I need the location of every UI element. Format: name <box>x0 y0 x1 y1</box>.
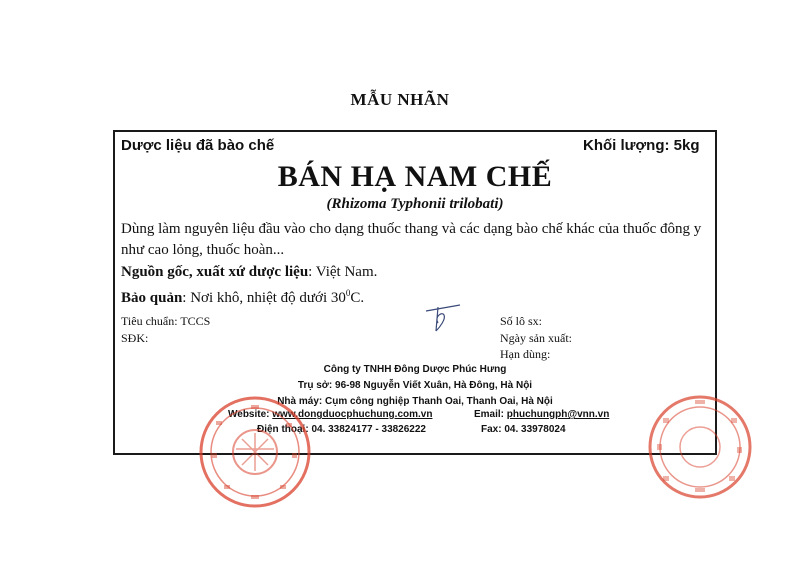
origin-value: : Việt Nam. <box>308 264 378 280</box>
company-headquarters: Trụ sở: 96-98 Nguyễn Viết Xuân, Hà Đông, Hà Nội <box>297 380 533 391</box>
email-line <box>474 409 609 420</box>
document-title: MẪU NHÃN <box>350 90 450 109</box>
expiry-date: Hạn dùng: <box>500 347 551 361</box>
net-weight: Khối lượng: 5kg <box>583 137 700 154</box>
right-seal-icon <box>645 392 755 502</box>
manufacture-date: Ngày sản xuất: <box>500 331 572 345</box>
registration-number: SĐK: <box>121 331 149 345</box>
usage-text: Dùng làm nguyên liệu đầu vào cho dạng thuốc thang và các dạng bào chế khác của thuốc đông y như cao lỏng, thuốc hoàn... <box>121 221 702 258</box>
standard: Tiêu chuẩn: TCCS <box>121 314 211 328</box>
signature-mark <box>420 297 468 337</box>
phone-line: Điện thoại: 04. 33824177 - 33826222 <box>257 424 426 435</box>
email-link[interactable]: phuchungph@vnn.vn <box>506 409 610 420</box>
website-label: Website: <box>228 409 273 420</box>
storage-unit: C. <box>350 290 365 306</box>
left-seal-icon <box>196 393 314 511</box>
product-name: BÁN HẠ NAM CHẾ <box>277 160 553 193</box>
product-category: Dược liệu đã bào chế <box>121 137 275 154</box>
fax-line: Fax: 04. 33978024 <box>481 424 566 435</box>
storage-value: : Nơi khô, nhiệt độ dưới 30 <box>182 290 346 306</box>
company-name: Công ty TNHH Đông Dược Phúc Hưng <box>323 364 507 375</box>
origin-line <box>121 264 377 281</box>
degree-superscript: 0 <box>345 288 351 298</box>
storage-line <box>121 288 364 307</box>
lot-number: Số lô sx: <box>500 314 543 328</box>
company-factory: Nhà máy: Cụm công nghiệp Thanh Oai, Thanh Oai, Hà Nội <box>277 396 553 407</box>
email-label: Email: <box>474 409 507 420</box>
website-link[interactable]: www.dongduocphuchung.com.vn <box>272 409 433 420</box>
origin-label: Nguồn gốc, xuất xứ dược liệu <box>121 264 309 280</box>
storage-label: Bảo quản <box>121 290 183 306</box>
latin-name: (Rhizoma Typhonii trilobati) <box>326 196 504 212</box>
